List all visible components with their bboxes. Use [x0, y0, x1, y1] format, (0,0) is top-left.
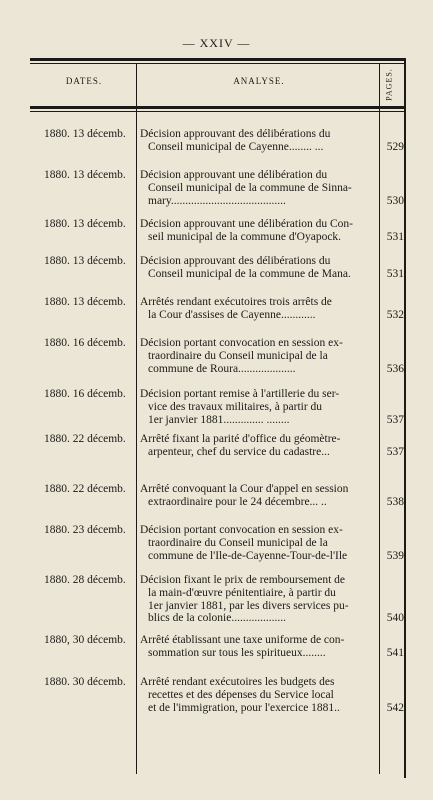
column-divider-dates [136, 64, 137, 774]
header-rule-thin [30, 111, 406, 112]
analysis-line: recettes et des dépenses du Service local [148, 688, 334, 701]
entry-analysis [140, 128, 378, 154]
header-rule [30, 106, 406, 109]
analysis-line: blics de la colonie................... [148, 612, 286, 625]
entry-page: 539 [386, 549, 404, 562]
entry-analysis [140, 388, 378, 426]
entry-date: 1880. 22 décemb. [44, 483, 126, 495]
entry-date: 1880. 13 décemb. [44, 296, 126, 308]
entry-date: 1880. 16 décemb. [44, 388, 126, 400]
analysis-line: et de l'immigration, pour l'exercice 1881.. [148, 701, 340, 714]
analysis-line: Décision portant convocation en session ex- [140, 524, 343, 536]
entry-date: 1880, 30 décemb. [44, 634, 126, 646]
analysis-line: Décision approuvant une délibération du Con- [140, 218, 354, 230]
analysis-line: Arrêté établissant une taxe uniforme de con- [140, 634, 345, 646]
analysis-line: la main-d'œuvre pénitentiaire, à partir du [148, 586, 336, 599]
entry-page: 531 [386, 230, 404, 243]
analysis-line: Arrêtés rendant exécutoires trois arrêts de [140, 296, 332, 308]
entry-analysis [140, 483, 378, 509]
entry-analysis [140, 255, 378, 281]
analysis-line: Conseil municipal de la commune de Mana. [148, 267, 351, 280]
entry-date: 1880. 13 décemb. [44, 218, 126, 230]
entry-analysis [140, 433, 378, 459]
entry-analysis [140, 218, 378, 244]
analysis-line: Arrêté convoquant la Cour d'appel en session [140, 483, 349, 495]
analysis-line: Conseil municipal de Cayenne........ ... [148, 140, 324, 153]
analysis-line: 1er janvier 1881, par les divers services pu- [148, 599, 349, 612]
analysis-line: vice des travaux militaires, à partir du [148, 400, 323, 413]
entry-page: 541 [386, 646, 404, 659]
entry-date: 1880. 13 décemb. [44, 128, 126, 140]
analysis-line: Arrêté fixant la parité d'office du géomètre- [140, 433, 341, 445]
analysis-header: ANALYSE. [233, 76, 285, 86]
entry-date: 1880. 16 décemb. [44, 337, 126, 349]
analysis-line: arpenteur, chef du service du cadastre... [148, 445, 330, 458]
analysis-line: seil municipal de la commune d'Oyapock. [148, 230, 342, 243]
analysis-line: Décision portant remise à l'artillerie du ser- [140, 388, 340, 400]
entry-date: 1880. 30 décemb. [44, 676, 126, 688]
entry-analysis [140, 574, 378, 625]
entry-analysis [140, 296, 378, 322]
analysis-line: Décision approuvant des délibérations du [140, 255, 331, 267]
entry-page: 537 [386, 413, 404, 426]
entry-analysis [140, 337, 378, 375]
entry-page: 538 [386, 495, 404, 508]
entry-page: 537 [386, 445, 404, 458]
entry-page: 529 [386, 140, 404, 153]
entry-page: 530 [386, 194, 404, 207]
analysis-line: Décision portant convocation en session ex- [140, 337, 343, 349]
analysis-line: commune de Roura.................... [148, 362, 296, 375]
entry-date: 1880. 13 décemb. [44, 169, 126, 181]
entry-page: 531 [386, 267, 404, 280]
entry-page: 532 [386, 308, 404, 321]
analysis-line: traordinaire du Conseil municipal de la [148, 536, 328, 549]
analysis-line: commune de l'Ile-de-Cayenne-Tour-de-l'Ile [148, 549, 348, 562]
entry-analysis [140, 524, 378, 562]
analysis-line: Décision fixant le prix de remboursement de [140, 574, 346, 586]
index-table [30, 58, 406, 778]
entry-analysis [140, 634, 378, 660]
entry-page: 536 [386, 362, 404, 375]
entry-date: 1880. 23 décemb. [44, 524, 126, 536]
entry-date: 1880. 22 décemb. [44, 433, 126, 445]
entry-analysis [140, 676, 378, 714]
page-number: — XXIV — [182, 36, 251, 50]
pages-header: PAGES. [384, 68, 394, 101]
entry-date: 1880. 13 décemb. [44, 255, 126, 267]
analysis-line: Décision approuvant une délibération du [140, 169, 328, 181]
analysis-line: 1er janvier 1881.............. ........ [148, 413, 290, 426]
analysis-line: Arrêté rendant exécutoires les budgets des [140, 676, 335, 688]
entry-page: 542 [386, 701, 404, 714]
dates-header: DATES. [65, 76, 103, 86]
analysis-line: la Cour d'assises de Cayenne............ [148, 308, 316, 321]
analysis-line: Décision approuvant des délibérations du [140, 128, 331, 140]
entry-page: 540 [386, 612, 404, 625]
entry-date: 1880. 28 décemb. [44, 574, 126, 586]
top-rule [30, 58, 406, 61]
analysis-line: Conseil municipal de la commune de Sinna- [148, 181, 352, 194]
entry-analysis [140, 169, 378, 207]
analysis-line: mary........................................ [148, 194, 286, 207]
table-right-border [404, 58, 406, 778]
top-rule-thin [30, 63, 406, 64]
analysis-line: extraordinaire pour le 24 décembre... .. [148, 495, 327, 508]
analysis-line: sommation sur tous les spiritueux........ [148, 646, 326, 659]
analysis-line: traordinaire du Conseil municipal de la [148, 349, 328, 362]
